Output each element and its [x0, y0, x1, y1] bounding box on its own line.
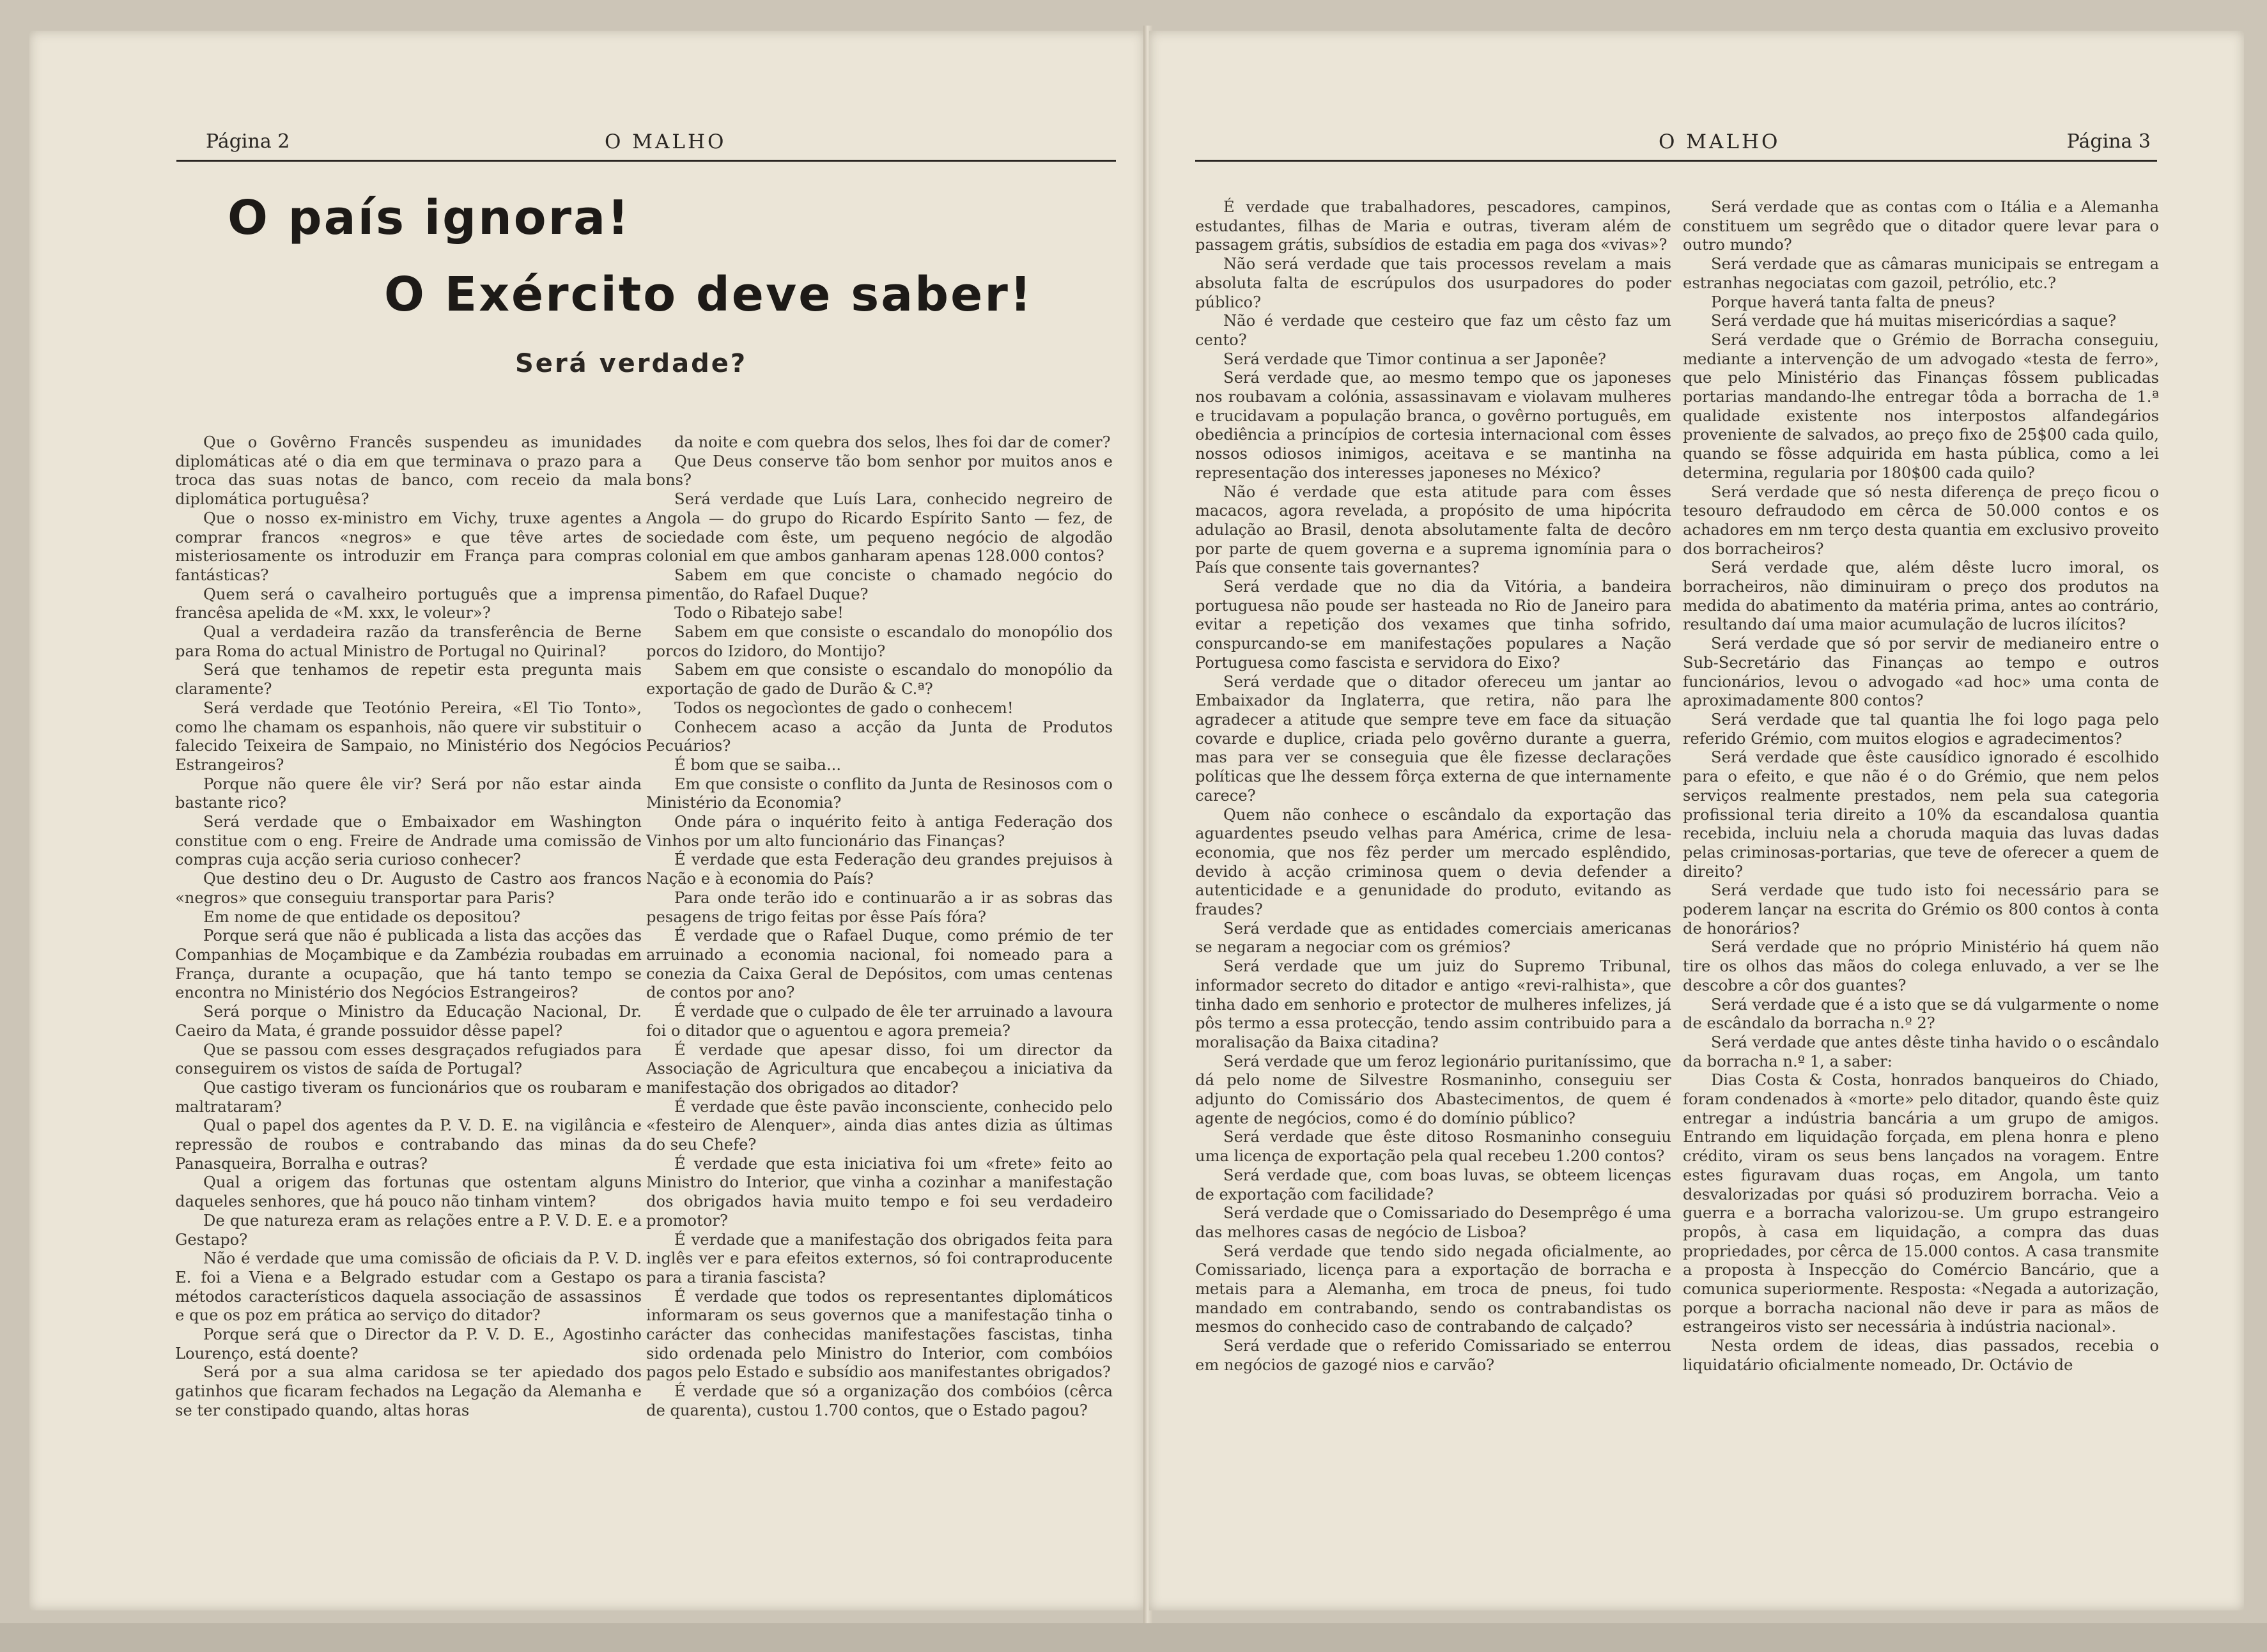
paragraph: Que Deus conserve tão bom senhor por muitos anos e bons? — [646, 452, 1113, 490]
paragraph: Todos os negocìontes de gado o conhecem! — [674, 699, 1014, 717]
paragraph: Não é verdade que esta atitude para com êsses macacos, agora revelada, a propósito de uma hipócrita adulação ao Brasil, denota absolutamente falta de decôro por parte de quem governa e a suprema ignomínia para o País que consente tais governantes? — [1195, 482, 1671, 577]
right-page — [1149, 31, 2244, 1610]
paragraph: Em que consiste o conflito da Junta de Resinosos com o Ministério da Economia? — [646, 775, 1113, 812]
paragraph: Será verdade que, ao mesmo tempo que os japoneses nos roubavam a colónia, assassinavam e violavam mulheres e trucidavam a população branca, o govêrno português, em obediência a princípios de cortesia internacional com êsses nossos odiosos inimigos, aceitava e se mantinha na representação dos interesses japoneses no México? — [1195, 369, 1671, 482]
paragraph: Em nome de que entidade os depositou? — [203, 907, 521, 926]
paragraph: Porque não quere êle vir? Será por não estar ainda bastante rico? — [175, 775, 642, 812]
paragraph: Será verdade que no próprio Ministério há quem não tire os olhos das mãos do colega enluvado, a ver se lhe descobre a côr dos guantes? — [1683, 938, 2159, 994]
paragraph: Será verdade que as câmaras municipais se entregam a estranhas negociatas com gazoil, petrólio, etc.? — [1683, 255, 2159, 292]
right-page-column-1 — [1195, 198, 1671, 1375]
paragraph: Não é verdade que cesteiro que faz um cêsto faz um cento? — [1195, 312, 1671, 349]
paragraph: É verdade que esta Federação deu grandes prejuisos à Nação e à economia do País? — [646, 851, 1113, 888]
paragraph: Será por a sua alma caridosa se ter apiedado dos gatinhos que ficaram fechados na Legação da Alemanha e se ter constipado quando, altas horas — [175, 1363, 642, 1419]
paragraph: É verdade que a manifestação dos obrigados feita para inglês ver e para efeitos externos, só foi contraproducente para a tirania fascista? — [646, 1230, 1113, 1286]
paragraph: Será verdade que tal quantia lhe foi logo paga pelo referido Grémio, com muitos elogios e agradecimentos? — [1683, 710, 2159, 748]
paragraph: Será que tenhamos de repetir esta pregunta mais claramente? — [175, 661, 642, 699]
paragraph: De que natureza eram as relações entre a P. V. D. E. e a Gestapo? — [175, 1211, 642, 1249]
paragraph: Será verdade que só por servir de medianeiro entre o Sub-Secretário das Finanças ao tempo e outros funcionários, levou o advogado «ad hoc» uma conta de aproximadamente 800 contos? — [1683, 635, 2159, 710]
paragraph: Qual a verdadeira razão da transferência de Berne para Roma do actual Ministro de Portugal no Quirinal? — [175, 623, 642, 660]
left-paper-name: O MALHO — [605, 130, 727, 153]
paragraph: É bom que se saiba... — [674, 755, 842, 774]
paragraph: Será verdade que só nesta diferença de preço ficou o tesouro defraudodo em cêrca de 50.000 contos e os achadores em nm terço desta quantia em exclusivo proveito dos borracheiros? — [1683, 482, 2159, 558]
left-page-column-2 — [646, 433, 1113, 1421]
paragraph: Sabem em que conciste o chamado negócio do pimentão, do Rafael Duque? — [646, 566, 1113, 603]
paragraph: Será verdade que as contas com o Itália e a Alemanha constituem um segrêdo que o ditador quere levar para o outro mundo? — [1683, 198, 2159, 254]
paragraph: Quem será o cavalheiro português que a imprensa francêsa apelida de «M. xxx, le voleur»? — [175, 585, 642, 622]
paragraph: Será verdade que no dia da Vitória, a bandeira portuguesa não poude ser hasteada no Rio de Janeiro para evitar a repetição dos vexames que tinha sofrido, conspurcando-se em manifestações populares a Nação Portuguesa como fascista e servidora do Eixo? — [1195, 578, 1671, 672]
paragraph: É verdade que o culpado de êle ter arruinado a lavoura foi o ditador que o aguentou e agora premeia? — [646, 1003, 1113, 1040]
paragraph: É verdade que o Rafael Duque, como prémio de ter arruinado a economia nacional, foi nomeado para a conezia da Caixa Geral de Depósitos, com umas centenas de contos por ano? — [646, 927, 1113, 1002]
paragraph: Dias Costa & Costa, honrados banqueiros do Chiado, foram condenados à «morte» pelo ditador, quando êste quiz entregar a indústria bancária a um grupo de amigos. Entrando em liquidação forçada, em plena honra e pleno crédito, viram os seus bens lançados na voragem. Entre estes figuravam duas roças, em Angola, um tanto desvalorizadas por quási só produzirem borracha. Veio a guerra e a borracha valorizou-se. Um grupo estrangeiro propôs, à casa em liquidação, a compra das duas propriedades, por cêrca de 15.000 contos. A casa transmite a proposta à Inspecção do Comércio Bancário, que a comunica superiormente. Resposta: «Negada a autorização, porque a borracha nacional não deve ir para as mãos de estrangeiros visto ser necessária à indústria nacional». — [1683, 1071, 2159, 1336]
paragraph: Não é verdade que uma comissão de oficiais da P. V. D. E. foi a Viena e a Belgrado estudar com a Gestapo os métodos característicos daquela associação de assassinos e que os poz em prática ao serviço do ditador? — [175, 1249, 642, 1325]
left-running-head — [176, 127, 1116, 162]
paragraph: Será verdade que êste ditoso Rosmaninho conseguiu uma licença de exportação pela qual recebeu 1.200 contos? — [1195, 1128, 1671, 1166]
paragraph: Será verdade que há muitas misericórdias a saque? — [1711, 312, 2117, 330]
paragraph: Para onde terão ido e continuarão a ir as sobras das pesagens de trigo feitas por êsse País fóra? — [646, 888, 1113, 926]
paragraph: Será verdade que é a isto que se dá vulgarmente o nome de escândalo da borracha n.º 2? — [1683, 995, 2159, 1033]
paragraph: Será verdade que o Comissariado do Desemprêgo é uma das melhores casas de negócio de Lisboa? — [1195, 1204, 1671, 1241]
paragraph: Porque será que o Director da P. V. D. E., Agostinho Lourenço, está doente? — [175, 1325, 642, 1363]
paragraph: Qual o papel dos agentes da P. V. D. E. na vigilância e repressão de roubos e contrabando das minas da Panasqueira, Borralha e outras? — [175, 1116, 642, 1173]
paragraph: É verdade que esta iniciativa foi um «frete» feito ao Ministro do Interior, que vinha a cozinhar a manifestação dos obrigados havia muito tempo e foi seu verdadeiro promotor? — [646, 1154, 1113, 1230]
paragraph: Sabem em que consiste o escandalo do monopólio dos porcos do Izidoro, do Montijo? — [646, 623, 1113, 660]
paragraph: Será verdade que as entidades comerciais americanas se negaram a negociar com os grémios? — [1195, 919, 1671, 957]
left-page-number: Página 2 — [206, 130, 290, 153]
paragraph: Será verdade que, com boas luvas, se obteem licenças de exportação com facilidade? — [1195, 1166, 1671, 1203]
paragraph: Que castigo tiveram os funcionários que os roubaram e maltrataram? — [175, 1078, 642, 1116]
paragraph: É verdade que todos os representantes diplomáticos informaram os seus governos que a manifestação tinha o carácter das conhecidas manifestações fascistas, tinha sido ordenada pelo Ministro do Interior, com combóios pagos pelo Estado e subsídio aos manifestantes obrigados? — [646, 1287, 1113, 1382]
paragraph: Sabem em que consiste o escandalo do monopólio da exportação de gado de Durão & C.ª? — [646, 661, 1113, 699]
paragraph: Qual a origem das fortunas que ostentam alguns daqueles senhores, que há pouco não tinham vintem? — [175, 1173, 642, 1211]
paragraph: Todo o Ribatejo sabe! — [674, 604, 844, 622]
paragraph: Que o nosso ex-ministro em Vichy, truxe agentes a comprar francos «negros» e que têve artes de misteriosamente os introduzir em França para compras fantásticas? — [175, 509, 642, 584]
paragraph: Será verdade que o Embaixador em Washington constitue com o eng. Freire de Andrade uma comissão de compras cuja acção seria curioso conhecer? — [175, 813, 642, 869]
paragraph: Que se passou com esses desgraçados refugiados para conseguirem os vistos de saída de Portugal? — [175, 1040, 642, 1078]
right-page-number: Página 3 — [2066, 130, 2151, 153]
paragraph: Que destino deu o Dr. Augusto de Castro aos francos «negros» que conseguiu transportar para Paris? — [175, 870, 642, 907]
headline-primary: O país ignora! — [228, 190, 631, 245]
paragraph: Será verdade que antes dêste tinha havido o o escândalo da borracha n.º 1, a saber: — [1683, 1033, 2159, 1070]
right-paper-name: O MALHO — [1659, 130, 1781, 153]
paragraph: Será verdade que tudo isto foi necessário para se poderem lançar na escrita do Grémio os 800 contos à conta de honorários? — [1683, 881, 2159, 938]
subheadline: Será verdade? — [515, 349, 748, 378]
paragraph: Porque haverá tanta falta de pneus? — [1711, 293, 1995, 311]
paragraph: Será verdade que Luís Lara, conhecido negreiro de Angola — do grupo do Ricardo Espírito Santo — fez, de sociedade com êste, um pequeno negócio de algodão colonial em que ambos ganharam apenas 128.000 contos? — [646, 490, 1113, 566]
paragraph: Será verdade que o ditador ofereceu um jantar ao Embaixador da Inglaterra, que retira, não para lhe agradecer a atitude que sempre teve em face da situação covarde e duplice, criada pelo govêrno durante a guerra, mas para ver se conseguia que êle fizesse declarações políticas que lhe dessem fôrça externa de que internamente carece? — [1195, 672, 1671, 805]
scan-background — [0, 1623, 2267, 1652]
paragraph: Conhecem acaso a acção da Junta de Produtos Pecuários? — [646, 718, 1113, 755]
paragraph: Será verdade que, além dêste lucro imoral, os borracheiros, não diminuiram o preço dos produtos na medida do abatimento da matéria prima, antes ao contrário, resultando daí uma maior acumulação de lucros ilícitos? — [1683, 559, 2159, 634]
paragraph: Será verdade que Teotónio Pereira, «El Tio Tonto», como lhe chamam os espanhois, não quere vir substituir o falecido Teixeira de Sampaio, no Ministério dos Negócios Estrangeiros? — [175, 699, 642, 774]
headline-secondary: O Exército deve saber! — [384, 267, 1033, 322]
paragraph: É verdade que êste pavão inconsciente, conhecido pelo «festeiro de Alenquer», ainda dias antes dizia as últimas do seu Chefe? — [646, 1097, 1113, 1154]
paragraph: Será verdade que tendo sido negada oficialmente, ao Comissariado, licença para a exportação de borracha e metais para a Alemanha, em troca de pneus, foi tudo mandado em contrabando, sendo os contrabandistas os mesmos do conhecido caso de contrabando de calçado? — [1195, 1242, 1671, 1336]
paragraph: Será verdade que um juiz do Supremo Tribunal, informador secreto do ditador e antigo «revi-ralhista», que tinha dado em senhorio e protector de mulheres infelizes, já pôs termo a essa protecção, tendo assim contribuido para a moralisação da Baixa citadina? — [1195, 957, 1671, 1051]
paragraph: Será verdade que o Grémio de Borracha conseguiu, mediante a intervenção de um advogado «testa de ferro», que pelo Ministério das Finanças fôssem publicadas portarias mandando-lhe entregar tôda a borracha de 1.ª qualidade existente nos interpostos alfandegários proveniente de salvados, ao preço fixo de 25$00 cada quilo, quando se fôsse adquirida em hasta pública, como a lei determina, regularia por 180$00 cada quilo? — [1683, 330, 2159, 482]
paragraph: Que o Govêrno Francês suspendeu as imunidades diplomáticas até o dia em que terminava o prazo para a troca das suas notas de banco, com receio da mala diplomática portuguêsa? — [175, 433, 642, 509]
paragraph: Quem não conhece o escândalo da exportação das aguardentes pseudo velhas para América, crime de lesa-economia, que nos fêz perder um mercado esplêndido, devido à acção criminosa quem o devia defender a autenticidade e a genunidade do produto, evitando as fraudes? — [1195, 805, 1671, 919]
paragraph: Não será verdade que tais processos revelam a mais absoluta falta de escrúpulos dos usurpadores do poder público? — [1195, 255, 1671, 311]
paragraph: É verdade que trabalhadores, pescadores, campinos, estudantes, filhas de Maria e outras, tiveram além de passagem grátis, subsídios de estadia em paga dos «vivas»? — [1195, 198, 1671, 254]
paragraph: Nesta ordem de ideas, dias passados, recebia o liquidatário oficialmente nomeado, Dr. Octávio de — [1683, 1337, 2159, 1374]
paragraph: da noite e com quebra dos selos, lhes foi dar de comer? — [674, 433, 1111, 451]
paragraph: Será verdade que um feroz legionário puritaníssimo, que dá pelo nome de Silvestre Rosmaninho, conseguiu ser adjunto do Comissário dos Abastecimentos, de quem é agente de negócios, como é do domínio público? — [1195, 1052, 1671, 1127]
paragraph: É verdade que só a organização dos combóios (cêrca de quarenta), custou 1.700 contos, que o Estado pagou? — [646, 1382, 1113, 1419]
left-page-column-1 — [175, 433, 642, 1421]
paragraph: Será verdade que êste causídico ignorado é escolhido para o efeito, e que não é o do Grémio, que nem pelos serviços realmente prestados, nem pela sua categoria profissional teria direito a 10% da escandalosa quantia recebida, incluiu nela a choruda maquia das luvas dadas pelas criminosas-portarias, que teve de oferecer a quem de direito? — [1683, 748, 2159, 881]
paragraph: É verdade que apesar disso, foi um director da Associação de Agricultura que encabeçou a iniciativa da manifestação dos obrigados ao ditador? — [646, 1040, 1113, 1097]
right-page-column-2 — [1683, 198, 2159, 1375]
paragraph: Onde pára o inquérito feito à antiga Federação dos Vinhos por um alto funcionário das Finanças? — [646, 813, 1113, 850]
paragraph: Será verdade que o referido Comissariado se enterrou em negócios de gazogé nios e carvão? — [1195, 1337, 1671, 1374]
right-running-head — [1195, 127, 2157, 162]
paragraph: Porque será que não é publicada a lista das acções das Companhias de Moçambique e da Zambézia roubadas em França, durante a ocupação, que há tanto tempo se encontra no Ministério dos Negócios Estrangeiros? — [175, 927, 642, 1002]
left-page — [29, 31, 1145, 1610]
paragraph: Será verdade que Timor continua a ser Japonêe? — [1223, 350, 1606, 368]
paragraph: Será porque o Ministro da Educação Nacional, Dr. Caeiro da Mata, é grande possuidor dêsse papel? — [175, 1003, 642, 1040]
